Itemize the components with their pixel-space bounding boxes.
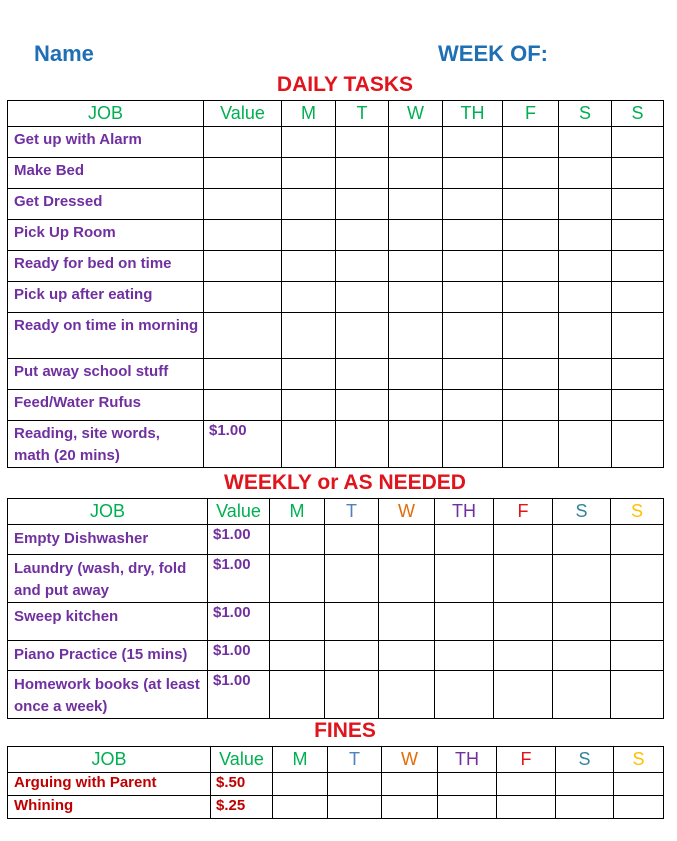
day-checkbox-cell[interactable] [336, 359, 389, 390]
day-checkbox-cell[interactable] [389, 189, 443, 220]
day-checkbox-cell[interactable] [336, 390, 389, 421]
day-checkbox-cell[interactable] [270, 641, 325, 671]
day-checkbox-cell[interactable] [497, 773, 556, 796]
day-checkbox-cell[interactable] [553, 671, 611, 719]
day-checkbox-cell[interactable] [379, 671, 435, 719]
job-label: Pick up after eating [8, 282, 204, 313]
job-label: Pick Up Room [8, 220, 204, 251]
day-checkbox-cell[interactable] [379, 525, 435, 555]
day-checkbox-cell[interactable] [443, 421, 503, 468]
day-checkbox-cell[interactable] [614, 773, 664, 796]
daily-header-row [8, 101, 664, 127]
value-cell: $.50 [211, 773, 273, 796]
day-checkbox-cell[interactable] [612, 421, 664, 468]
day-checkbox-cell[interactable] [282, 390, 336, 421]
day-checkbox-cell[interactable] [443, 127, 503, 158]
day-checkbox-cell[interactable] [503, 282, 559, 313]
table-row [8, 421, 664, 468]
day-checkbox-cell[interactable] [325, 671, 379, 719]
day-checkbox-cell[interactable] [503, 359, 559, 390]
value-cell [204, 282, 282, 313]
day-checkbox-cell[interactable] [443, 220, 503, 251]
day-checkbox-cell[interactable] [612, 390, 664, 421]
table-row [8, 603, 664, 641]
value-cell: $.25 [211, 796, 273, 819]
job-label: Arguing with Parent [8, 773, 211, 796]
job-label: Put away school stuff [8, 359, 204, 390]
day-checkbox-cell[interactable] [435, 603, 494, 641]
day-checkbox-cell[interactable] [443, 359, 503, 390]
daily-col-header-3: T [336, 101, 389, 127]
value-cell [204, 390, 282, 421]
day-checkbox-cell[interactable] [497, 796, 556, 819]
day-checkbox-cell[interactable] [612, 189, 664, 220]
fines-table [7, 746, 664, 819]
fines-col-header-8: S [614, 747, 664, 773]
day-checkbox-cell[interactable] [389, 282, 443, 313]
day-checkbox-cell[interactable] [614, 796, 664, 819]
day-checkbox-cell[interactable] [611, 671, 664, 719]
value-cell: $1.00 [208, 555, 270, 603]
day-checkbox-cell[interactable] [325, 641, 379, 671]
day-checkbox-cell[interactable] [270, 671, 325, 719]
day-checkbox-cell[interactable] [336, 127, 389, 158]
day-checkbox-cell[interactable] [553, 603, 611, 641]
weekly-col-header-5: TH [435, 499, 494, 525]
daily-col-header-7: S [559, 101, 612, 127]
day-checkbox-cell[interactable] [553, 525, 611, 555]
day-checkbox-cell[interactable] [556, 773, 614, 796]
day-checkbox-cell[interactable] [559, 158, 612, 189]
day-checkbox-cell[interactable] [282, 127, 336, 158]
day-checkbox-cell[interactable] [389, 421, 443, 468]
day-checkbox-cell[interactable] [379, 641, 435, 671]
weekly-col-header-6: F [494, 499, 553, 525]
day-checkbox-cell[interactable] [503, 127, 559, 158]
day-checkbox-cell[interactable] [438, 773, 497, 796]
weekly-col-header-2: M [270, 499, 325, 525]
fines-title: FINES [314, 719, 376, 742]
day-checkbox-cell[interactable] [379, 603, 435, 641]
day-checkbox-cell[interactable] [503, 251, 559, 282]
day-checkbox-cell[interactable] [328, 796, 382, 819]
table-row [8, 641, 664, 671]
daily-col-header-2: M [282, 101, 336, 127]
table-row [8, 773, 664, 796]
day-checkbox-cell[interactable] [382, 773, 438, 796]
job-label: Whining [8, 796, 211, 819]
day-checkbox-cell[interactable] [503, 189, 559, 220]
day-checkbox-cell[interactable] [553, 555, 611, 603]
day-checkbox-cell[interactable] [336, 282, 389, 313]
day-checkbox-cell[interactable] [389, 390, 443, 421]
day-checkbox-cell[interactable] [494, 671, 553, 719]
day-checkbox-cell[interactable] [494, 525, 553, 555]
day-checkbox-cell[interactable] [559, 390, 612, 421]
day-checkbox-cell[interactable] [325, 603, 379, 641]
day-checkbox-cell[interactable] [494, 555, 553, 603]
day-checkbox-cell[interactable] [443, 282, 503, 313]
daily-col-header-8: S [612, 101, 664, 127]
table-row [8, 555, 664, 603]
day-checkbox-cell[interactable] [282, 220, 336, 251]
value-cell [204, 313, 282, 359]
day-checkbox-cell[interactable] [443, 189, 503, 220]
day-checkbox-cell[interactable] [503, 158, 559, 189]
weekly-col-header-4: W [379, 499, 435, 525]
day-checkbox-cell[interactable] [328, 773, 382, 796]
table-row [8, 282, 664, 313]
fines-col-header-6: F [497, 747, 556, 773]
job-label: Get up with Alarm [8, 127, 204, 158]
day-checkbox-cell[interactable] [389, 158, 443, 189]
table-row [8, 158, 664, 189]
table-row [8, 189, 664, 220]
day-checkbox-cell[interactable] [336, 313, 389, 359]
day-checkbox-cell[interactable] [438, 796, 497, 819]
table-row [8, 251, 664, 282]
day-checkbox-cell[interactable] [559, 189, 612, 220]
fines-col-header-0: JOB [8, 747, 211, 773]
day-checkbox-cell[interactable] [382, 796, 438, 819]
value-cell [204, 220, 282, 251]
day-checkbox-cell[interactable] [282, 421, 336, 468]
value-cell [204, 158, 282, 189]
daily-tasks-title: DAILY TASKS [276, 73, 414, 96]
day-checkbox-cell[interactable] [494, 603, 553, 641]
day-checkbox-cell[interactable] [435, 525, 494, 555]
day-checkbox-cell[interactable] [612, 158, 664, 189]
day-checkbox-cell[interactable] [273, 773, 328, 796]
day-checkbox-cell[interactable] [559, 313, 612, 359]
fines-col-header-7: S [556, 747, 614, 773]
day-checkbox-cell[interactable] [435, 555, 494, 603]
weekly-title: WEEKLY or AS NEEDED [224, 471, 466, 494]
day-checkbox-cell[interactable] [336, 158, 389, 189]
value-cell: $1.00 [208, 525, 270, 555]
value-cell: $1.00 [208, 603, 270, 641]
value-cell [204, 359, 282, 390]
day-checkbox-cell[interactable] [559, 421, 612, 468]
day-checkbox-cell[interactable] [325, 525, 379, 555]
job-label: Empty Dishwasher [8, 525, 208, 555]
day-checkbox-cell[interactable] [270, 555, 325, 603]
table-row [8, 525, 664, 555]
table-row [8, 359, 664, 390]
day-checkbox-cell[interactable] [503, 390, 559, 421]
day-checkbox-cell[interactable] [611, 525, 664, 555]
job-label: Sweep kitchen [8, 603, 208, 641]
day-checkbox-cell[interactable] [270, 525, 325, 555]
fines-col-header-1: Value [211, 747, 273, 773]
fines-col-header-4: W [382, 747, 438, 773]
daily-col-header-0: JOB [8, 101, 204, 127]
value-cell: $1.00 [208, 641, 270, 671]
day-checkbox-cell[interactable] [443, 251, 503, 282]
day-checkbox-cell[interactable] [443, 158, 503, 189]
day-checkbox-cell[interactable] [612, 127, 664, 158]
day-checkbox-cell[interactable] [556, 796, 614, 819]
fines-col-header-2: M [273, 747, 328, 773]
day-checkbox-cell[interactable] [336, 421, 389, 468]
value-cell [204, 251, 282, 282]
day-checkbox-cell[interactable] [612, 282, 664, 313]
job-label: Reading, site words, math (20 mins) [8, 421, 204, 468]
job-label: Ready for bed on time [8, 251, 204, 282]
weekly-tasks-table [7, 498, 664, 719]
daily-tasks-table [7, 100, 664, 468]
job-label: Get Dressed [8, 189, 204, 220]
day-checkbox-cell[interactable] [559, 282, 612, 313]
job-label: Make Bed [8, 158, 204, 189]
weekly-col-header-3: T [325, 499, 379, 525]
day-checkbox-cell[interactable] [494, 641, 553, 671]
day-checkbox-cell[interactable] [282, 189, 336, 220]
day-checkbox-cell[interactable] [443, 390, 503, 421]
day-checkbox-cell[interactable] [282, 359, 336, 390]
day-checkbox-cell[interactable] [389, 251, 443, 282]
job-label: Piano Practice (15 mins) [8, 641, 208, 671]
job-label: Homework books (at least once a week) [8, 671, 208, 719]
job-label: Laundry (wash, dry, fold and put away [8, 555, 208, 603]
day-checkbox-cell[interactable] [389, 220, 443, 251]
day-checkbox-cell[interactable] [282, 251, 336, 282]
day-checkbox-cell[interactable] [612, 313, 664, 359]
day-checkbox-cell[interactable] [336, 251, 389, 282]
week-of-label: WEEK OF: [438, 41, 548, 66]
fines-col-header-3: T [328, 747, 382, 773]
daily-col-header-6: F [503, 101, 559, 127]
day-checkbox-cell[interactable] [559, 127, 612, 158]
day-checkbox-cell[interactable] [611, 641, 664, 671]
day-checkbox-cell[interactable] [612, 251, 664, 282]
day-checkbox-cell[interactable] [273, 796, 328, 819]
day-checkbox-cell[interactable] [389, 127, 443, 158]
day-checkbox-cell[interactable] [503, 313, 559, 359]
table-row [8, 796, 664, 819]
day-checkbox-cell[interactable] [443, 313, 503, 359]
day-checkbox-cell[interactable] [282, 158, 336, 189]
day-checkbox-cell[interactable] [379, 555, 435, 603]
name-label: Name [34, 41, 94, 66]
day-checkbox-cell[interactable] [325, 555, 379, 603]
day-checkbox-cell[interactable] [389, 313, 443, 359]
day-checkbox-cell[interactable] [270, 603, 325, 641]
weekly-col-header-7: S [553, 499, 611, 525]
daily-col-header-4: W [389, 101, 443, 127]
day-checkbox-cell[interactable] [435, 641, 494, 671]
table-row [8, 671, 664, 719]
table-row [8, 220, 664, 251]
fines-col-header-5: TH [438, 747, 497, 773]
weekly-col-header-0: JOB [8, 499, 208, 525]
day-checkbox-cell[interactable] [435, 671, 494, 719]
day-checkbox-cell[interactable] [559, 359, 612, 390]
day-checkbox-cell[interactable] [389, 359, 443, 390]
day-checkbox-cell[interactable] [612, 359, 664, 390]
day-checkbox-cell[interactable] [611, 603, 664, 641]
value-cell [204, 189, 282, 220]
weekly-col-header-8: S [611, 499, 664, 525]
fines-header-row [8, 747, 664, 773]
day-checkbox-cell[interactable] [503, 421, 559, 468]
day-checkbox-cell[interactable] [553, 641, 611, 671]
job-label: Feed/Water Rufus [8, 390, 204, 421]
weekly-col-header-1: Value [208, 499, 270, 525]
day-checkbox-cell[interactable] [282, 313, 336, 359]
day-checkbox-cell[interactable] [612, 220, 664, 251]
table-row [8, 390, 664, 421]
day-checkbox-cell[interactable] [559, 251, 612, 282]
job-label: Ready on time in morning [8, 313, 204, 359]
day-checkbox-cell[interactable] [336, 189, 389, 220]
table-row [8, 313, 664, 359]
daily-col-header-1: Value [204, 101, 282, 127]
day-checkbox-cell[interactable] [503, 220, 559, 251]
weekly-header-row [8, 499, 664, 525]
day-checkbox-cell[interactable] [611, 555, 664, 603]
day-checkbox-cell[interactable] [336, 220, 389, 251]
day-checkbox-cell[interactable] [559, 220, 612, 251]
value-cell: $1.00 [208, 671, 270, 719]
value-cell: $1.00 [204, 421, 282, 468]
table-row [8, 127, 664, 158]
value-cell [204, 127, 282, 158]
day-checkbox-cell[interactable] [282, 282, 336, 313]
daily-col-header-5: TH [443, 101, 503, 127]
